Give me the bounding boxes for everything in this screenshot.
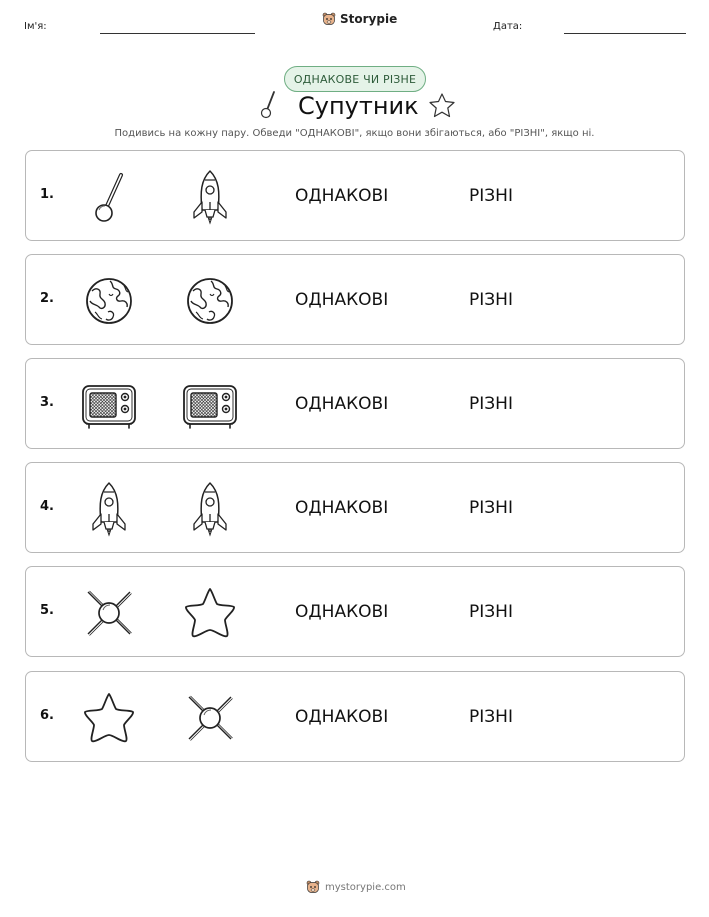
radio-icon xyxy=(80,376,138,434)
row-number: 4. xyxy=(40,499,54,514)
pair-row xyxy=(25,462,685,553)
option-different[interactable]: РІЗНІ xyxy=(469,707,513,727)
row-number: 6. xyxy=(40,708,54,723)
row-number: 2. xyxy=(40,291,54,306)
date-line[interactable] xyxy=(564,33,686,34)
footer-url: mystorypie.com xyxy=(325,881,406,893)
row-number: 1. xyxy=(40,187,54,202)
satellite-cross-icon xyxy=(80,584,138,642)
radio-icon xyxy=(181,376,239,434)
title-row xyxy=(0,88,709,128)
satellite-cross-icon xyxy=(181,689,239,747)
option-same[interactable]: ОДНАКОВІ xyxy=(295,707,389,727)
bear-logo-icon xyxy=(306,880,320,894)
option-same[interactable]: ОДНАКОВІ xyxy=(295,290,389,310)
date-label: Дата: xyxy=(493,21,523,32)
rocket-icon xyxy=(181,480,239,538)
brand-name: Storypie xyxy=(340,12,398,26)
satellite-icon xyxy=(80,168,138,226)
page-title: Супутник xyxy=(298,92,419,120)
name-line[interactable] xyxy=(100,33,255,34)
option-different[interactable]: РІЗНІ xyxy=(469,186,513,206)
planet-icon xyxy=(181,272,239,330)
rocket-icon xyxy=(80,480,138,538)
brand-logo xyxy=(322,12,397,26)
satellite-icon xyxy=(255,90,281,124)
option-different[interactable]: РІЗНІ xyxy=(469,394,513,414)
row-number: 5. xyxy=(40,603,54,618)
bear-logo-icon xyxy=(322,12,336,26)
option-same[interactable]: ОДНАКОВІ xyxy=(295,186,389,206)
footer xyxy=(306,880,406,894)
name-label: Ім'я: xyxy=(24,21,47,32)
option-same[interactable]: ОДНАКОВІ xyxy=(295,498,389,518)
rocket-icon xyxy=(181,168,239,226)
pair-row xyxy=(25,358,685,449)
option-different[interactable]: РІЗНІ xyxy=(469,602,513,622)
planet-icon xyxy=(80,272,138,330)
pair-row xyxy=(25,254,685,345)
worksheet-badge: ОДНАКОВЕ ЧИ РІЗНЕ xyxy=(284,66,426,92)
star-icon xyxy=(181,584,239,642)
option-same[interactable]: ОДНАКОВІ xyxy=(295,602,389,622)
pair-row xyxy=(25,671,685,762)
instructions: Подивись на кожну пару. Обведи "ОДНАКОВІ", якщо вони збігаються, або "РІЗНІ", якщо ні. xyxy=(114,128,595,139)
option-different[interactable]: РІЗНІ xyxy=(469,290,513,310)
star-icon xyxy=(80,689,138,747)
pair-row xyxy=(25,566,685,657)
row-number: 3. xyxy=(40,395,54,410)
star-icon xyxy=(427,91,457,123)
option-different[interactable]: РІЗНІ xyxy=(469,498,513,518)
option-same[interactable]: ОДНАКОВІ xyxy=(295,394,389,414)
pair-row xyxy=(25,150,685,241)
